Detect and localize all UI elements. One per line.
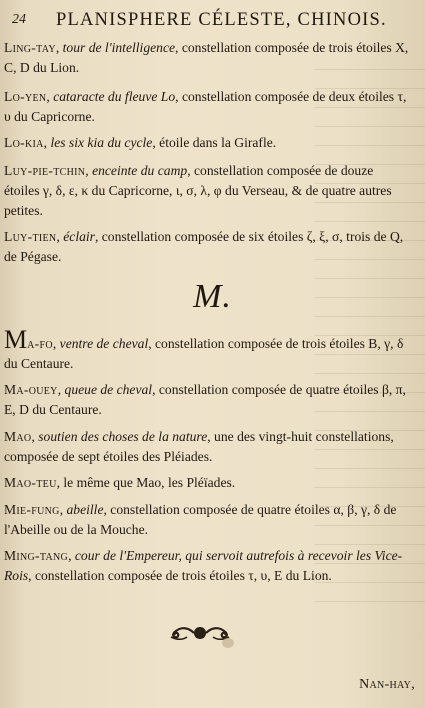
entry-name: Ma-ouey — [4, 382, 58, 397]
entry-text: , une des vingt-huit constellations, composée de sept étoiles des Pléiades. — [4, 429, 394, 464]
entry-gloss: cataracte du fleuve Lo — [53, 89, 176, 104]
entry-text: , constellation composée de quatre étoiles α, β, γ, δ de l'Abeille ou de la Mouche. — [4, 502, 397, 537]
entry-name: Mao — [4, 429, 32, 444]
entry-luy-pie-tchin: Luy-pie-tchin, enceinte du camp, constellation composée de douze étoiles γ, δ, ε, κ du Capricorne, ι, σ, λ, φ du Verseau, & de quatre autres petites. — [4, 163, 392, 218]
entry-ma-ouey: Ma-ouey, queue de cheval, constellation composée de quatre étoiles β, π, E, D du Centaure. — [4, 382, 406, 417]
entry-lo-yen: Lo-yen, cataracte du fleuve Lo, constellation composée de deux étoiles τ, υ du Capricorne. — [4, 89, 407, 124]
entry-text: , constellation composée de trois étoiles X, C, D du Lion. — [4, 40, 409, 75]
entry-gloss: les six kia du cycle — [50, 135, 153, 150]
entry-ming-tang: Ming-tang, cour de l'Empereur, qui servoit autrefois à recevoir les Vice-Rois, constellation composée de trois étoiles τ, υ, E du Lion. — [4, 548, 403, 583]
entry-gloss: tour de l'intelligence — [62, 40, 176, 55]
entry-gloss: abeille — [66, 502, 104, 517]
entry-ling-tay: Ling-tay, tour de l'intelligence, constellation composée de trois étoiles X, C, D du Lion. — [4, 40, 409, 75]
entry-mao: Mao, soutien des choses de la nature, une des vingt-huit constellations, composée de sept étoiles des Pléiades. — [4, 429, 394, 464]
entry-name: a-fo — [27, 336, 53, 351]
entry-mie-fung: Mie-fung, abeille, constellation composée de quatre étoiles α, β, γ, δ de l'Abeille ou de la Mouche. — [4, 502, 397, 537]
entry-name: Lo-yen — [4, 89, 47, 104]
entry-text: , constellation composée de six étoiles ζ, ξ, σ, trois de Q, de Pégase. — [4, 229, 404, 264]
entry-name: Ling-tay — [4, 40, 56, 55]
entry-name: Ming-tang — [4, 548, 69, 563]
page-header — [10, 10, 407, 32]
entry-text: , constellation composée de trois étoiles B, γ, δ du Centaure. — [4, 336, 404, 371]
entry-name: Lo-kia — [4, 135, 44, 150]
paper-stain — [222, 638, 234, 648]
entry-text: , étoile dans la Girafle. — [152, 135, 277, 150]
entry-mao-teu — [4, 473, 409, 493]
drop-cap: M — [4, 325, 28, 354]
entry-luy-tien: Luy-tien, éclair, constellation composée de six étoiles ζ, ξ, σ, trois de Q, de Pégase. — [4, 229, 404, 264]
entry-ma-fo: Ma-fo, ventre de cheval, constellation composée de trois étoiles B, γ, δ du Centaure. — [4, 325, 404, 371]
entry-text: , le même que Mao, les Pléïades. — [56, 475, 236, 490]
entry-gloss: queue de cheval — [64, 382, 153, 397]
entry-gloss: ventre de cheval — [59, 336, 149, 351]
catchword: Nan-hay, — [359, 677, 415, 692]
entry-text: , constellation composée de trois étoiles τ, υ, E du Lion. — [28, 568, 332, 583]
entry-text: , constellation composée de quatre étoiles β, π, E, D du Centaure. — [4, 382, 406, 417]
entry-lo-kia: Lo-kia, les six kia du cycle, étoile dans la Girafle. — [4, 135, 277, 150]
page-number: 24 — [12, 12, 26, 27]
entry-gloss: enceinte du camp — [92, 163, 188, 178]
entry-name: Luy-pie-tchin — [4, 163, 86, 178]
entry-text: , constellation composée de deux étoiles τ, υ du Capricorne. — [4, 89, 407, 124]
entry-text: , constellation composée de douze étoiles γ, δ, ε, κ du Capricorne, ι, σ, λ, φ du Verseau, & de quatre autres petites. — [4, 163, 392, 218]
entry-gloss: cour de l'Empereur, qui servoit autrefois à recevoir les Vice-Rois — [4, 548, 403, 583]
entry-name: Luy-tien — [4, 229, 57, 244]
entry-name: Mie-fung — [4, 502, 60, 517]
running-title: PLANISPHERE CÉLESTE, CHINOIS. — [56, 10, 387, 30]
entry-gloss: éclair — [63, 229, 95, 244]
section-heading-m: M. — [193, 278, 232, 315]
entry-gloss: soutien des choses de la nature — [38, 429, 208, 444]
entry-name: Mao-teu — [4, 475, 57, 490]
